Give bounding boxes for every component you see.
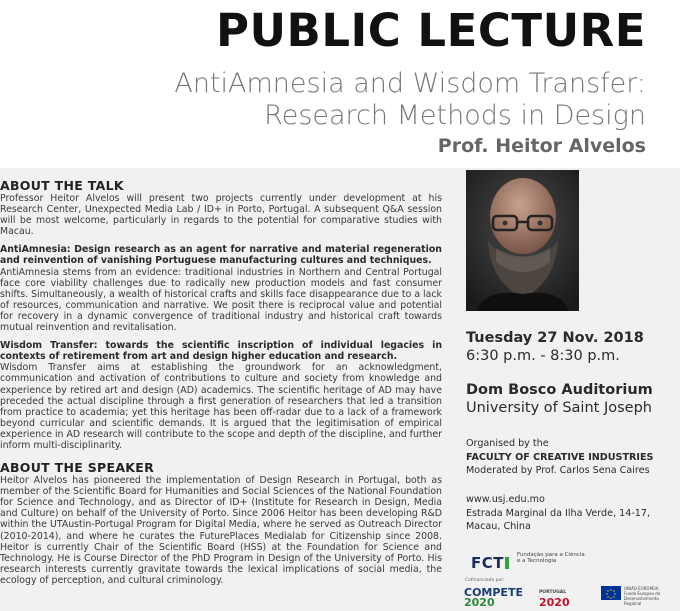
speaker-portrait-icon: [466, 170, 579, 311]
lecture-title-line2: Research Methods in Design: [264, 100, 646, 131]
address-line1: Estrada Marginal da Ilha Verde, 14-17,: [466, 507, 651, 519]
page-title: PUBLIC LECTURE: [216, 4, 646, 57]
fct-logo: FCT: [471, 554, 504, 572]
event-time: 6:30 p.m. - 8:30 p.m.: [466, 348, 620, 364]
about-talk-heading: ABOUT THE TALK: [0, 178, 124, 193]
left-column: [0, 179, 442, 586]
speaker-photo: [466, 170, 579, 311]
organised-label: Organised by the: [466, 438, 549, 449]
talk-intro: Professor Heitor Alvelos will present two projects currently under development at his Research Center, Unexpected Media Lab / ID+ in Porto, Portugal. A subsequent Q&A session will be most welcome, particularly in regards to the potential for comparative studies with Macau.: [0, 193, 442, 238]
eu-flag-icon: [601, 586, 621, 600]
sponsor-logos: [459, 548, 669, 611]
compete-logo: [464, 588, 523, 608]
organiser-block: [466, 437, 666, 478]
event-university: University of Saint Joseph: [466, 400, 652, 416]
cofinanced-label: Cofinanciado por:: [465, 578, 505, 583]
portugal2020-logo: [539, 588, 570, 608]
header: [0, 0, 680, 168]
event-venue: Dom Bosco Auditorium: [466, 382, 653, 398]
eu-text: UNIÃO EUROPEIA Fundo Europeu de Desenvolvimento Regional: [624, 586, 661, 606]
antiamnesia-body: AntiAmnesia stems from an evidence: traditional industries in Northern and Central Portugal face core viability challenges due to radically new production models and fast consumer shifts. Simultaneously, a wealth of historical crafts and skills face disappearance due to a lack of resources, communication and narrative. We posit there is reciprocal value and potential for recovery in a dynamic convergence of traditional industry and historical craft towards mutual reinvention and revitalisation.: [0, 266, 442, 334]
compete-year: 2020: [464, 596, 495, 609]
address-line2: Macau, China: [466, 521, 531, 532]
lecture-title-line1: AntiAmnesia and Wisdom Transfer:: [174, 68, 646, 99]
speaker-bio: Heitor Alvelos has pioneered the implementation of Design Research in Portugal, both as member of the Scientific Board for Humanities and Social Sciences of the National Foundation for Science and Technology, and as Director of ID+ (Institute for Research in Design, Media and Culture) on behalf of the University of Porto. Since 2006 Heitor has been developing R&D within the UTAustin-Portugal Program for Digital Media, where he served as Outreach Director (2010-2014), and where he curates the FuturePlaces Medialab for Citizenship since 2008. Heitor is currently Chair of the Scientific Board (HSS) at the Foundation for Science and Technology. He is Course Director of the PhD Program in Design of the University of Porto. His research interests currently gravitate towards the lexical implications of social media, the ecology of perception, and cultural criminology.: [0, 475, 442, 586]
website-link[interactable]: www.usj.edu.mo: [466, 494, 545, 505]
portugal-text: PORTUGAL: [539, 590, 567, 595]
about-speaker-heading: ABOUT THE SPEAKER: [0, 460, 155, 476]
event-date: Tuesday 27 Nov. 2018: [466, 330, 644, 346]
speaker-name: Prof. Heitor Alvelos: [437, 135, 646, 157]
address-block: [466, 493, 666, 534]
antiamnesia-title: AntiAmnesia: Design research as an agent for narrative and material regeneration and reinvention of vanishing Portuguese manufacturing cultures and techniques.: [0, 244, 442, 267]
fct-accent-icon: [505, 557, 509, 569]
fct-text: Fundação para a Ciência e a Tecnologia: [517, 552, 585, 564]
moderator: Moderated by Prof. Carlos Sena Caires: [466, 465, 650, 476]
portugal-year: 2020: [539, 596, 570, 609]
organiser-name: FACULTY OF CREATIVE INDUSTRIES: [466, 451, 654, 463]
wisdom-transfer-title: Wisdom Transfer: towards the scientific inscription of individual legacies in contexts of retirement from art and design higher education and research.: [0, 340, 442, 363]
wisdom-transfer-body: Wisdom Transfer aims at establishing the groundwork for an acknowledgment, communication and activation of contributions to culture and society from knowledge and experience by retired art and design (AD) academics. The scientific heritage of AD may have preceded the actual discipline through a first generation of researchers that led a transition from practice to academia; yet this heritage has been off-radar due to a lack of a framework beyond curricular and scientific demands. It is argued that the legitimisation of empirical experience in AD research will contribute to the scope and depth of the discipline, and further inform multi-disciplinarity.: [0, 362, 442, 451]
compete-text: COMPETE: [464, 586, 523, 599]
